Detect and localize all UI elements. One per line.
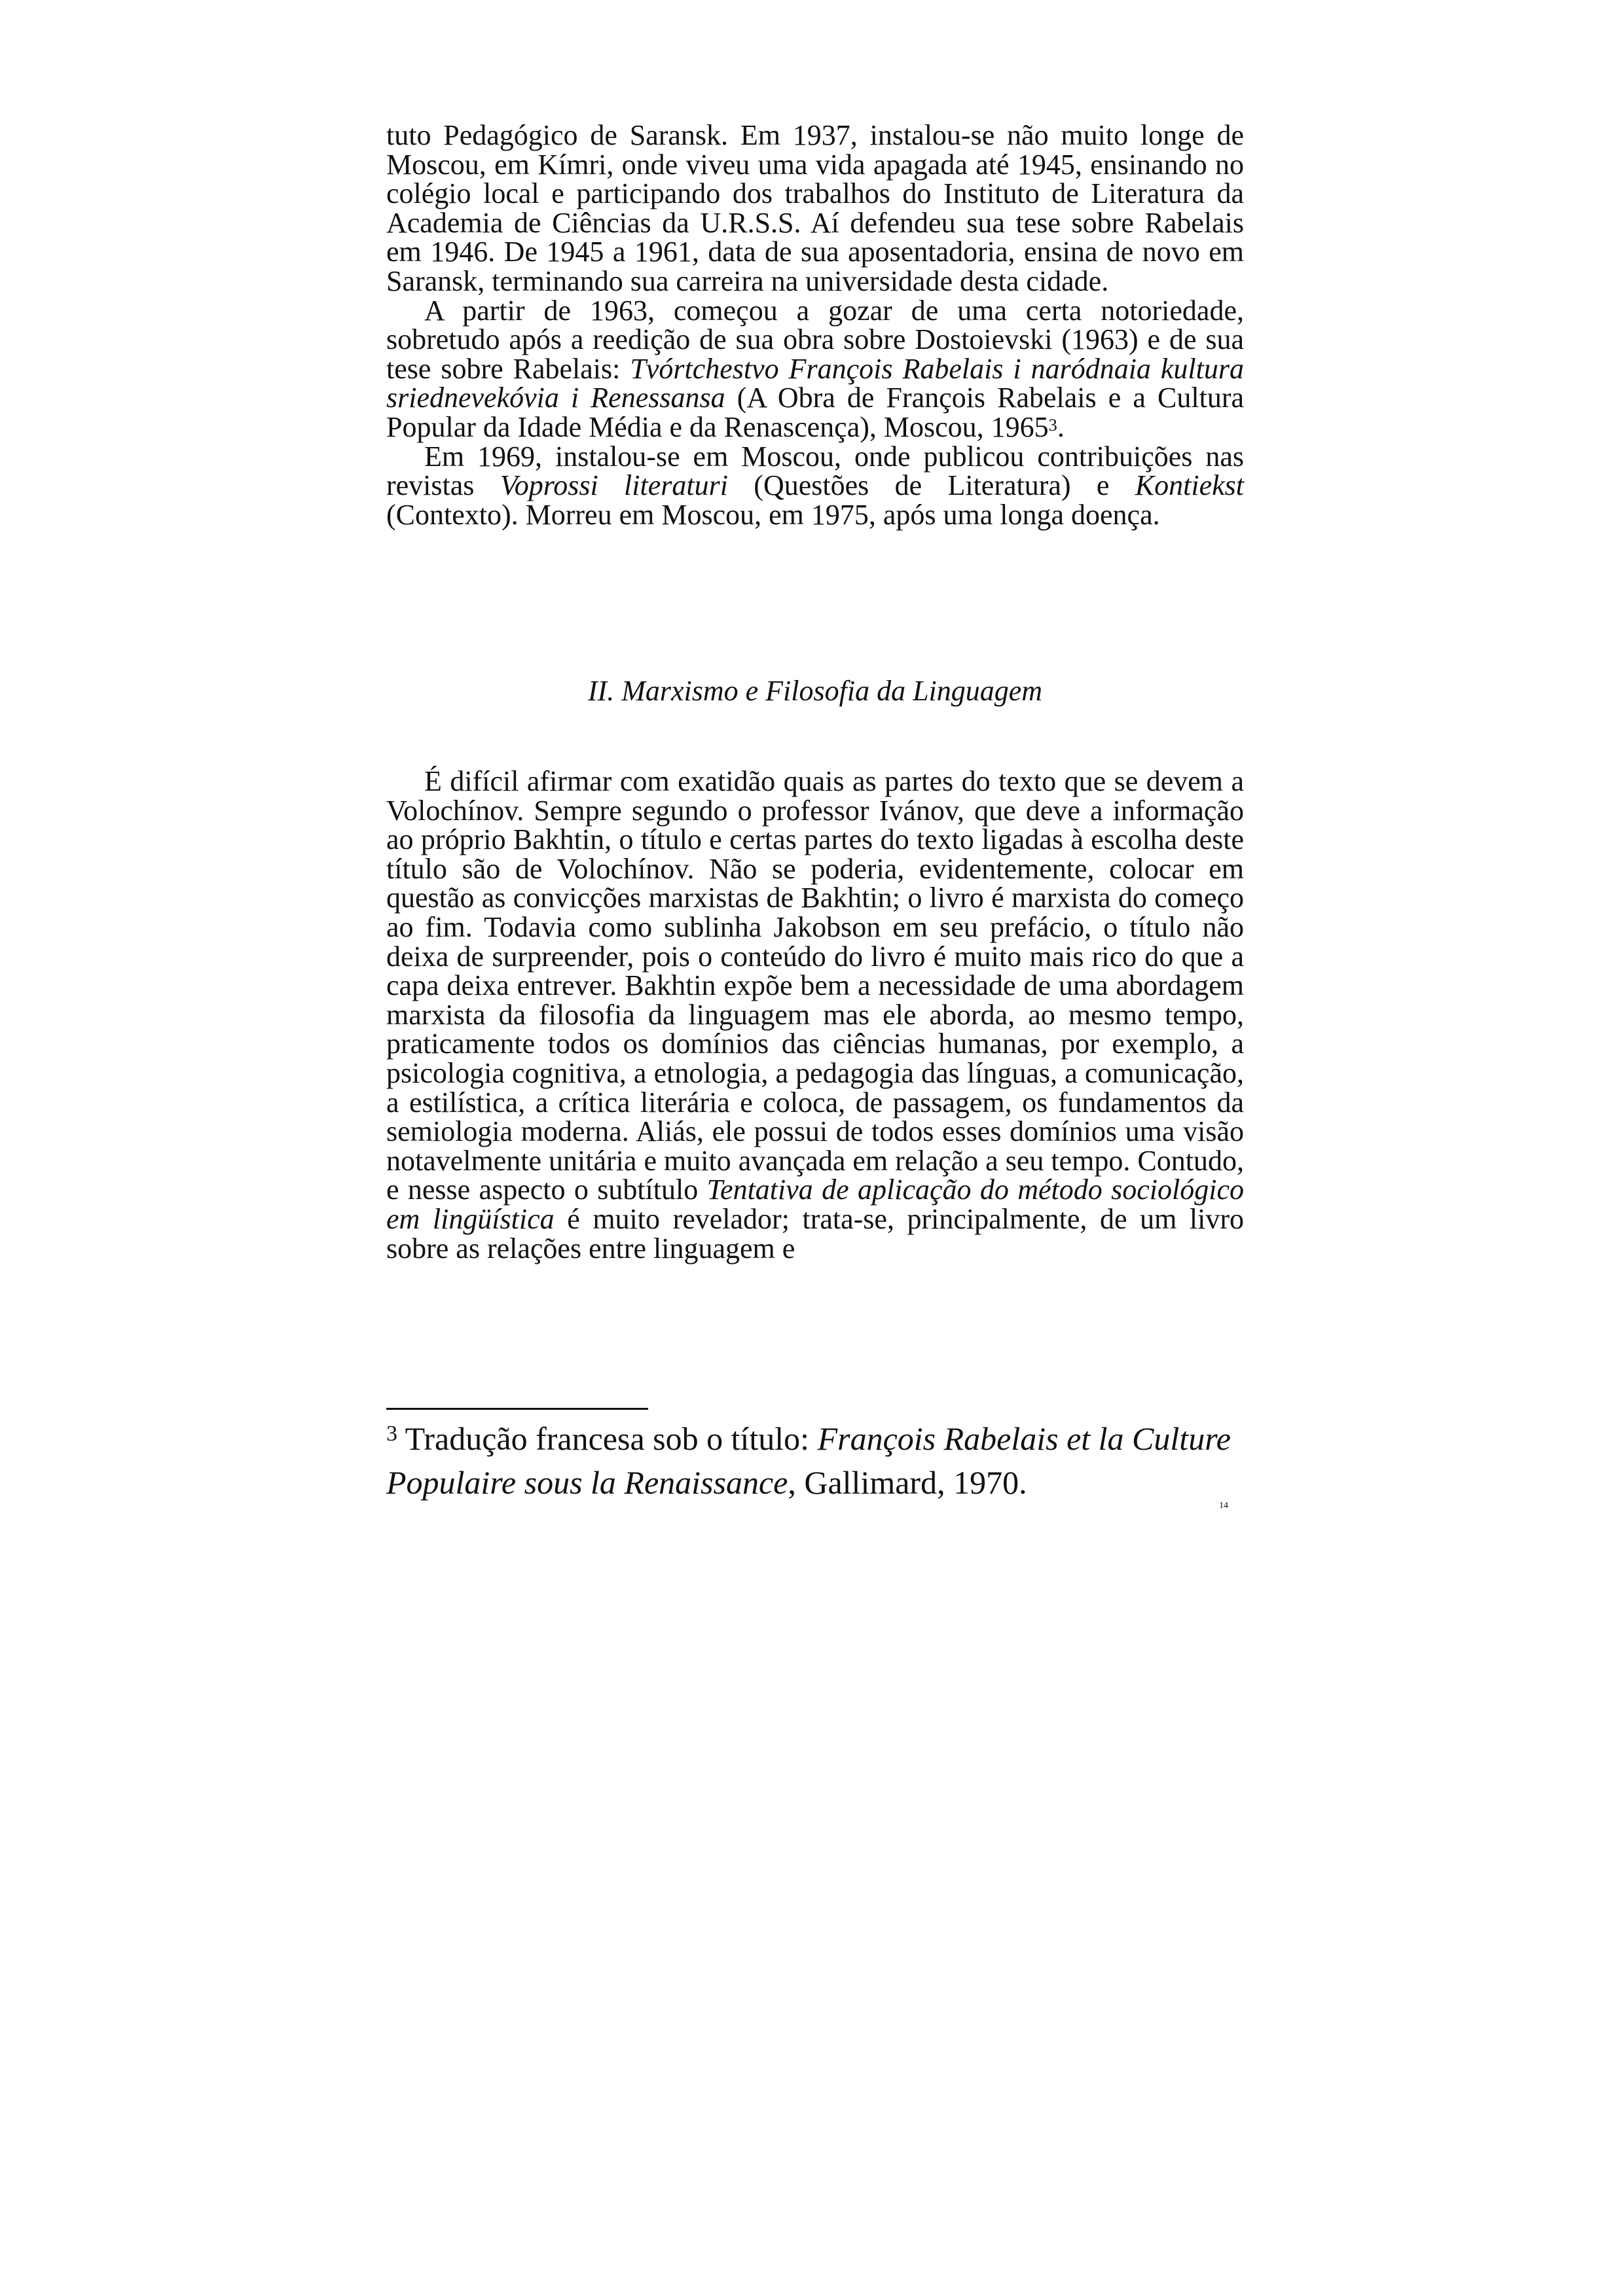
page-number: 14	[1219, 1501, 1228, 1511]
paragraph-text: (Questões de Literatura) e	[727, 469, 1135, 502]
paragraph-marxism	[386, 767, 1244, 1263]
subtitle-title: Tentativa de aplicação do método sociológico em lingüística	[386, 1174, 1244, 1235]
footnote-number: 3	[386, 1422, 397, 1446]
paragraph-text: É difícil afirmar com exatidão quais as partes do texto que se devem a Volochínov. Sempre segundo o professor Ivánov, que deve a informação ao próprio Bakhtin, o título e certas partes do texto ligadas à escolha deste título são de Volochínov. Não se poderia, evidentemente, colocar em questão as convicções marxistas de Bakhtin; o livro é marxista do começo ao fim. Todavia como sublinha Jakobson em seu prefácio, o título não deixa de surpreender, pois o conteúdo do livro é muito mais rico do que a capa deixa entrever. Bakhtin expõe bem a necessidade de uma abordagem marxista da filosofia da linguagem mas ele aborda, ao mesmo tempo, praticamente todos os domínios das ciências humanas, por exemplo, a psicologia cognitiva, a etnologia, a pedagogia das línguas, a comunicação, a estilística, a crítica literária e coloca, de passagem, os fundamentos da semiologia moderna. Aliás, ele possui de todos esses domínios uma visão notavelmente unitária e muito avançada em relação a seu tempo. Contudo, e nesse aspecto o subtítulo	[386, 765, 1244, 1206]
journal-title: Kontiekst	[1135, 469, 1244, 502]
paragraph-text: (A Obra de François Rabelais e a Cultura Popular da Idade Média e da Renascença), Moscou, 1965	[386, 382, 1244, 443]
footnote-reference[interactable]: 3	[1048, 414, 1057, 435]
paragraph-text: (Contexto). Morreu em Moscou, em 1975, após uma longa doença.	[386, 498, 1160, 531]
footnote-text: Tradução francesa sob o título:	[397, 1420, 818, 1457]
section-heading: II. Marxismo e Filosofia da Linguagem	[587, 675, 1043, 707]
paragraph-moscow	[386, 442, 1244, 530]
journal-title: Voprossi literaturi	[500, 469, 728, 502]
footnote-divider	[386, 1408, 648, 1410]
body-text-section	[386, 767, 1244, 1263]
body-text-top	[386, 121, 1244, 529]
footnote-book-title: François Rabelais et la Culture Populaire sous la Renaissance	[386, 1420, 1231, 1501]
paragraph-text: é muito revelador; trata-se, principalmente, de um livro sobre as relações entre linguagem e	[386, 1202, 1244, 1265]
footnote-text: , Gallimard, 1970.	[788, 1464, 1027, 1501]
paragraph-continuation: tuto Pedagógico de Saransk. Em 1937, instalou-se não muito longe de Moscou, em Kímri, onde viveu uma vida apagada até 1945, ensinando no colégio local e participando dos trabalhos do Instituto de Literatura da Academia de Ciências da U.R.S.S. Aí defendeu sua tese sobre Rabelais em 1946. De 1945 a 1961, data de sua aposentadoria, ensina de novo em Saransk, terminando sua carreira na universidade desta cidade.	[386, 119, 1244, 297]
paragraph-text: .	[1057, 410, 1065, 443]
paragraph-text: Em 1969, instalou-se em Moscou, onde publicou contribuições nas revistas	[386, 440, 1244, 502]
book-title: Tvórtchestvo François Rabelais i naródnaia kultura sriednevekóvia i Renessansa	[386, 352, 1244, 414]
footnote	[386, 1419, 1244, 1502]
paragraph-notoriety	[386, 296, 1244, 442]
paragraph-text: A partir de 1963, começou a gozar de uma certa notoriedade, sobretudo após a reedição de sua obra sobre Dostoievski (1963) e de sua tese sobre Rabelais:	[386, 294, 1244, 385]
